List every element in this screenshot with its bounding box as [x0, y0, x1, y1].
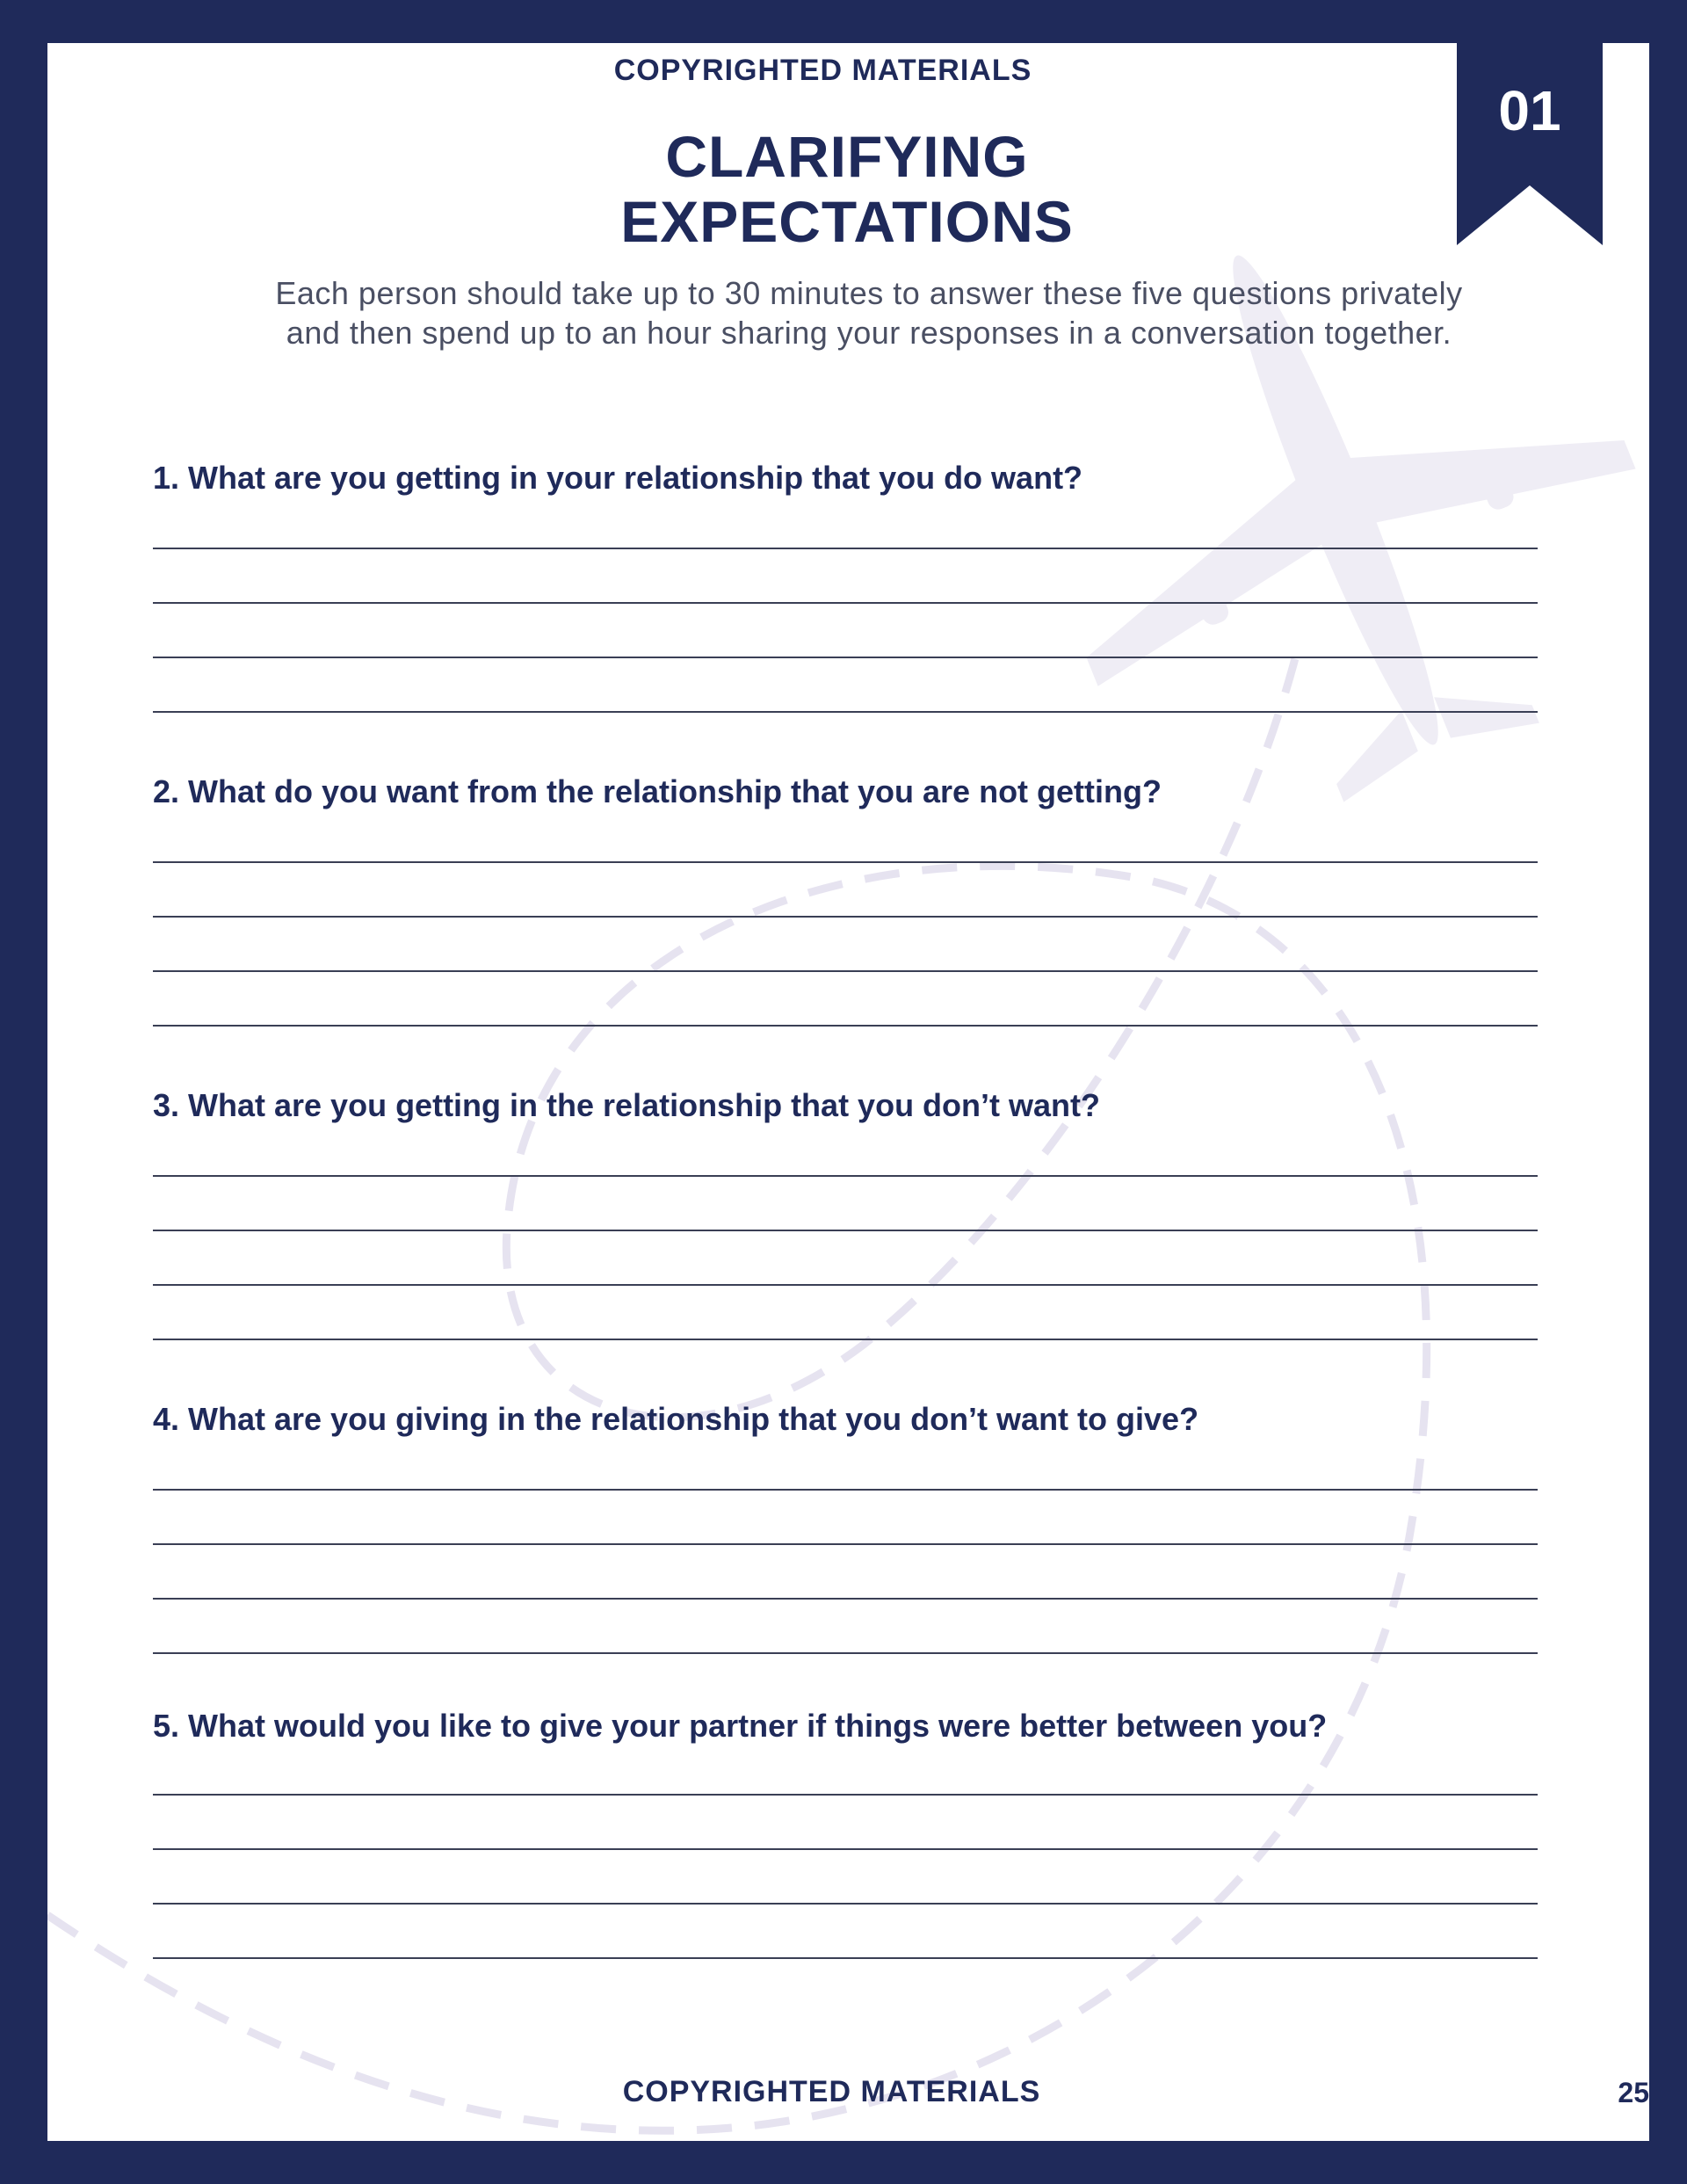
answer-line[interactable] — [153, 1175, 1538, 1177]
question-1: 1. What are you getting in your relationship that you do want? — [153, 460, 1083, 496]
answer-line[interactable] — [153, 1284, 1538, 1286]
answer-line[interactable] — [153, 1794, 1538, 1796]
footer-copyright-label: COPYRIGHTED MATERIALS — [622, 2075, 1041, 2108]
answer-line[interactable] — [153, 1598, 1538, 1600]
answer-line[interactable] — [153, 1339, 1538, 1340]
instructions-line: Each person should take up to 30 minutes to answer these five questions privately — [275, 275, 1463, 311]
answer-line[interactable] — [153, 1652, 1538, 1654]
answer-line[interactable] — [153, 1903, 1538, 1905]
header-copyright-label: COPYRIGHTED MATERIALS — [613, 54, 1032, 87]
answer-line[interactable] — [153, 1489, 1538, 1491]
instructions-line: and then spend up to an hour sharing your responses in a conversation together. — [286, 315, 1452, 351]
answer-line[interactable] — [153, 970, 1538, 972]
question-5: 5. What would you like to give your partner if things were better between you? — [153, 1708, 1328, 1744]
page-title — [47, 124, 1647, 254]
page-title-line: EXPECTATIONS — [620, 189, 1074, 254]
answer-line[interactable] — [153, 916, 1538, 918]
dashed-flight-path — [47, 658, 1427, 2130]
section-number: 01 — [1498, 79, 1561, 142]
question-4: 4. What are you giving in the relationship that you don’t want to give? — [153, 1401, 1199, 1437]
question-2: 2. What do you want from the relationship that you are not getting? — [153, 773, 1162, 809]
answer-line[interactable] — [153, 548, 1538, 549]
answer-line[interactable] — [153, 1025, 1538, 1027]
answer-line[interactable] — [153, 861, 1538, 863]
instructions-text — [170, 273, 1568, 352]
question-3: 3. What are you getting in the relationship that you don’t want? — [153, 1087, 1101, 1123]
answer-line[interactable] — [153, 711, 1538, 713]
worksheet-page — [47, 43, 1649, 2141]
airplane-icon — [968, 147, 1649, 871]
answer-line[interactable] — [153, 1230, 1538, 1231]
page-number: 25 — [1618, 2077, 1649, 2108]
answer-line[interactable] — [153, 657, 1538, 658]
page-title-line: CLARIFYING — [665, 124, 1029, 189]
answer-line[interactable] — [153, 1848, 1538, 1850]
answer-line[interactable] — [153, 602, 1538, 604]
answer-line[interactable] — [153, 1543, 1538, 1545]
answer-line[interactable] — [153, 1957, 1538, 1959]
